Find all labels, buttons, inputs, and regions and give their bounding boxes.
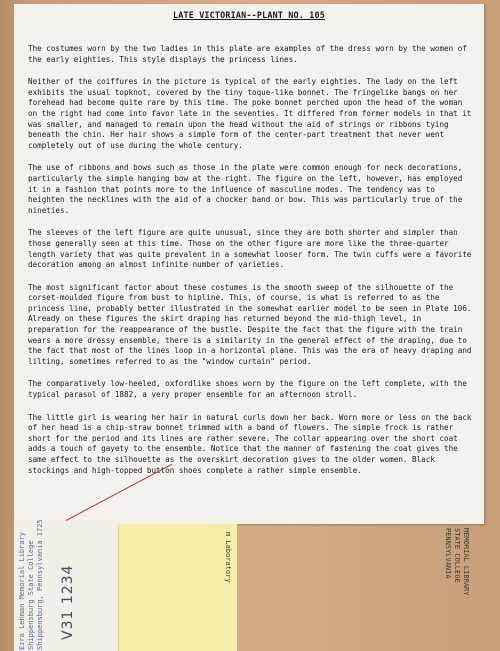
document-body — [28, 44, 472, 476]
paragraph-5: The most significant factor about these costumes is the smooth sweep of the silhouette of the corset-moulded figure from bust to hipline. This, of course, is what is referred to as the princess line, probably better illustrated in the somewhat earlier model to be seen in Plate 106. Already on these figures the skirt draping has returned beyond the mid-thigh level, in preparation for the reappearance of the bustle. Despite the fact that the figure with the train wears a more dressy ensemble, there is a similarity in the general effect of the draping, due to the fact that most of the lines loop in a horizontal plane. This was the era of heavy draping and lilting, sometimes referred to as the "window curtain" period. — [28, 282, 472, 366]
paragraph-7: The little girl is wearing her hair in natural curls down her back. Worn more or less on the back of her head is a chip-straw bonnet trimmed with a band of flowers. The simple frock is rather short for the period and its lines are rather severe. The collar appearing over the short coat adds a touch of gayety to the ensemble. Notice that the manner of fastening the coat gives the same effect to the silhouette as the overskirt decoration gives to the older women. Black stockings and high-topped button shoes complete a rather simple ensemble. — [28, 412, 472, 475]
stamp-line-3: Shippensburg, Pennsylvania 1725 — [36, 519, 44, 650]
right-stamp — [223, 532, 232, 583]
stamp-line-2: Shippensburg State College — [27, 540, 35, 650]
paragraph-1: The costumes worn by the two ladies in this plate are examples of the dress worn by the women of the early eighties. This style displays the princess lines. — [28, 44, 467, 64]
paragraph-2: Neither of the coiffures in the picture is typical of the early eighties. The lady on the left exhibits the usual topknot, covered by the tiny toque-like bonnet. The fringelike bangs on her forehead had become quite rare by this time. The poke bonnet perched upon the head of the woman on the right had come into favor late in the seventies. It differed from former models in that it was smaller, and managed to remain upon the head without the aid of strings or ribbons tying beneath the chin. Her hair shows a simple form of the center-part treatment that never went completely out of use during the whole century. — [28, 77, 472, 150]
paragraph-4: The sleeves of the left figure are quite unusual, since they are both shorter and simpler than those generally seen at this time. Those on the other figure are more like the three-quarter length variety that was quite prevalent in a somewhat looser form. The twin cuffs were a favorite decoration among an almost infinite number of varieties. — [28, 228, 472, 270]
accession-number: V31 1234 — [60, 564, 76, 640]
document-title: LATE VICTORIAN--PLANT NO. 105 — [172, 10, 326, 20]
right-stamp-line-4: PENNSYLVANIA — [444, 528, 452, 579]
inventory-card — [118, 524, 237, 651]
paragraph-6: The comparatively low-heeled, oxfordlike shoes worn by the figure on the left complete, with the typical parasol of 1882, a very proper ensemble for an afternoon stroll. — [28, 379, 467, 400]
typed-sheet — [14, 4, 484, 524]
right-stamp-line-3: STATE COLLEGE — [453, 528, 461, 583]
right-stamp-block — [443, 528, 470, 595]
right-stamp-line-1: m Laboratory — [224, 532, 232, 583]
right-stamp-line-2: MEMORIAL LIBRARY — [462, 528, 470, 596]
stamp-line-1: Ezra Lehman Memorial Library — [18, 531, 26, 650]
library-stamp — [18, 520, 45, 650]
paragraph-3: The use of ribbons and bows such as those in the plate were common enough for neck decorations, particularly the simple hanging bow at the right. The figure on the left, however, has employed it in a fashion that points more to the influence of masculine modes. The tendency was to heighten the necklines with the aid of a chocker band or bow. This was particularly true of the nineties. — [28, 163, 463, 215]
